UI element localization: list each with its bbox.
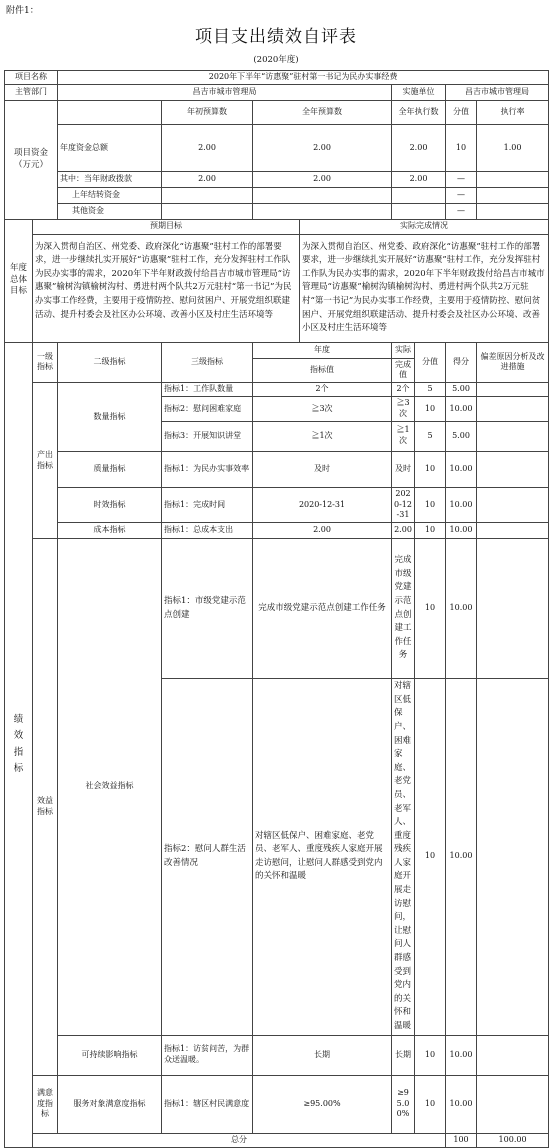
perf-header-row: 指标值 完成值 — [5, 358, 549, 383]
impl-label: 实施单位 — [392, 84, 446, 100]
impl-value: 昌吉市城市管理局 — [446, 84, 549, 100]
funds-header-row — [5, 100, 549, 125]
perf-row: 质量指标 指标1：为民办实事效率 及时 及时 10 10.00 — [5, 451, 549, 487]
goals-label: 年度总体目标 — [5, 219, 33, 342]
funds-row: 上年结转资金 — — [5, 187, 549, 203]
department-row — [5, 84, 549, 100]
col-full-budget: 全年预算数 — [253, 100, 392, 125]
funds-label: 项目资金 （万元） — [5, 100, 58, 219]
perf-row: 可持续影响指标 指标1：访贫问苦，为群众送温暖。 长期 长期 10 10.00 — [5, 1035, 549, 1075]
goals-actual-label: 实际完成情况 — [300, 219, 549, 234]
goals-planned-label: 预期目标 — [33, 219, 300, 234]
perf-row: 产出指标 数量指标 指标1：工作队数量 2个 2个 5 5.00 — [5, 383, 549, 397]
perf-row: 指标2：慰问困难家庭 ≧3次 ≧3次 10 10.00 — [5, 397, 549, 422]
perf-row: 成本指标 指标1：总成本支出 2.00 2.00 10 10.00 — [5, 523, 549, 539]
satisfaction-label: 满意度指标 — [33, 1075, 58, 1133]
goals-actual: 为深入贯彻自治区、州党委、政府深化“访惠聚”驻村工作的部署要求，进一步继续扎实开展好“访惠聚”驻村工作，充分发挥驻村工作队为民办实事的需求，2020年下半年财政拨付给昌吉市城市管理局“访惠聚”榆树沟镇榆树沟村、勇进村两个队共2万元驻村“第一书记”为民办实事工作经费，主要用于疫情防控、慰问贫困户、开展党组织联建活动、提升村委会及社区办公环境、改善小区及村庄生活环境等 — [300, 234, 549, 342]
perf-row: 指标3：开展知识讲堂 ≧1次 ≧1次 5 5.00 — [5, 421, 549, 451]
perf-header-row: 绩效指标 一级指标 二级指标 三级指标 年度 实际 分值 得分 偏差原因分析及改进措施 — [5, 342, 549, 358]
perf-row: 时效指标 指标1：完成时间 2020-12-31 2020-12-31 10 10.00 — [5, 487, 549, 522]
year-label: (2020年度) — [253, 55, 299, 65]
total-score: 100 — [446, 1133, 477, 1147]
col-score: 分值 — [446, 100, 477, 125]
page-title: 项目支出绩效自评表 — [195, 27, 357, 47]
perf-row: 指标2：慰问人群生活改善情况 对辖区低保户、困难家庭、老党员、老军人、重度残疾人家庭开展走访慰问，让慰问人群感受到党内的关怀和温暖 对辖区低保户、困难家庭、老党员、老军人、重度残疾人家庭开展走访慰问，让慰问人群感受到党内的关怀和温暖 10 10.00 — [5, 679, 549, 1035]
goals-planned: 为深入贯彻自治区、州党委、政府深化“访惠聚”驻村工作的部署要求，进一步继续扎实开展好“访惠聚”驻村工作，充分发挥驻村工作队为民办实事的需求，2020年下半年财政拨付给昌吉市城市管理局“访惠聚”榆树沟镇榆树沟村、勇进村两个队共2万元驻村“第一书记”为民办实事工作经费，主要用于疫情防控、慰问贫困户、开展党组织联建活动、提升村委会及社区办公环境、改善小区及村庄生活环境等 — [33, 234, 300, 342]
perf-row: 效益指标 社会效益指标 指标1：市级党建示范点创建 完成市级党建示范点创建工作任务 完成市级党建示范点创建工作任务 10 10.00 — [5, 539, 549, 679]
project-name-row — [5, 71, 549, 85]
col-rate: 执行率 — [477, 100, 549, 125]
project-name-value: 2020年下半年“访惠聚”驻村第一书记为民办实事经费 — [58, 71, 549, 85]
project-name-label: 项目名称 — [5, 71, 58, 85]
total-row — [5, 1133, 549, 1147]
effect-label: 效益指标 — [33, 539, 58, 1075]
output-label: 产出指标 — [33, 383, 58, 539]
attachment-label: 附件1： — [6, 6, 39, 16]
perf-label: 绩效指标 — [5, 342, 33, 1147]
total-label: 总分 — [33, 1133, 446, 1147]
dept-value: 昌吉市城市管理局 — [58, 84, 392, 100]
col-full-exec: 全年执行数 — [392, 100, 446, 125]
perf-row: 满意度指标 服务对象满意度指标 指标1：辖区村民满意度 ≥95.00% ≥95.00% 10 10.00 — [5, 1075, 549, 1133]
funds-row: 年度资金总额 2.00 2.00 2.00 10 1.00 — [5, 125, 549, 171]
funds-row: 其他资金 — — [5, 203, 549, 219]
funds-row: 其中：当年财政拨款 2.00 2.00 2.00 — — [5, 171, 549, 187]
evaluation-table — [4, 70, 549, 1148]
col-init-budget: 年初预算数 — [162, 100, 253, 125]
goals-header-row — [5, 219, 549, 234]
total-got: 100.00 — [477, 1133, 549, 1147]
goals-row — [5, 234, 549, 342]
dept-label: 主管部门 — [5, 84, 58, 100]
